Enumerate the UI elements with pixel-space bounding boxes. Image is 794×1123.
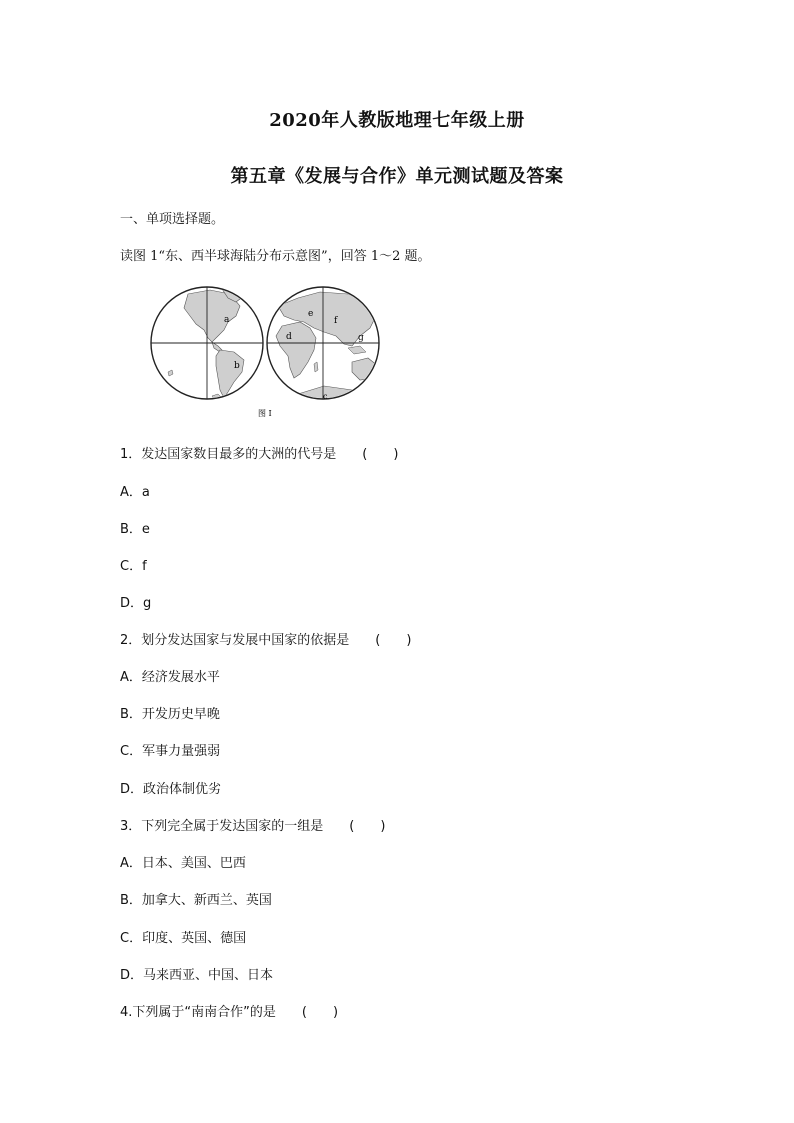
- question-1-option-c: C．f: [120, 559, 147, 574]
- question-2-option-a: A．经济发展水平: [120, 670, 220, 685]
- question-intro: 读图 1“东、西半球海陆分布示意图”，回答 1～2 题。: [120, 249, 431, 264]
- label-f: f: [334, 316, 338, 326]
- question-3-option-b: B．加拿大、新西兰、英国: [120, 893, 272, 908]
- question-1-stem: 1．发达国家数目最多的大洲的代号是 ( ): [120, 447, 399, 462]
- label-e: e: [308, 309, 314, 319]
- label-b: b: [234, 361, 240, 371]
- document-title: 2020年人教版地理七年级上册: [269, 110, 525, 131]
- question-1-option-a: A．a: [120, 485, 150, 500]
- label-a: a: [224, 315, 230, 325]
- question-1-option-b: B．e: [120, 522, 150, 537]
- question-3-option-c: C．印度、英国、德国: [120, 931, 247, 946]
- western-hemisphere: [151, 287, 263, 399]
- question-2-stem: 2．划分发达国家与发展中国家的依据是 ( ): [120, 633, 412, 648]
- question-3-stem: 3．下列完全属于发达国家的一组是 ( ): [120, 819, 386, 834]
- question-2-option-c: C．军事力量强弱: [120, 744, 221, 759]
- figure-caption: 图 I: [258, 409, 272, 418]
- eastern-hemisphere: [267, 287, 379, 402]
- label-c: c: [323, 392, 328, 401]
- question-4-stem: 4.下列属于“南南合作”的是 ( ): [120, 1005, 339, 1020]
- document-subtitle: 第五章《发展与合作》单元测试题及答案: [230, 166, 564, 187]
- question-3-option-d: D．马来西亚、中国、日本: [120, 968, 274, 983]
- question-2-option-d: D．政治体制优劣: [120, 782, 222, 797]
- question-3-option-a: A．日本、美国、巴西: [120, 856, 246, 871]
- label-g: g: [358, 333, 364, 343]
- question-1-option-d: D．g: [120, 596, 152, 611]
- question-2-option-b: B．开发历史早晚: [120, 707, 220, 722]
- label-d: d: [286, 332, 292, 342]
- section-heading: 一、单项选择题。: [120, 212, 225, 227]
- hemisphere-map-figure: [148, 286, 384, 422]
